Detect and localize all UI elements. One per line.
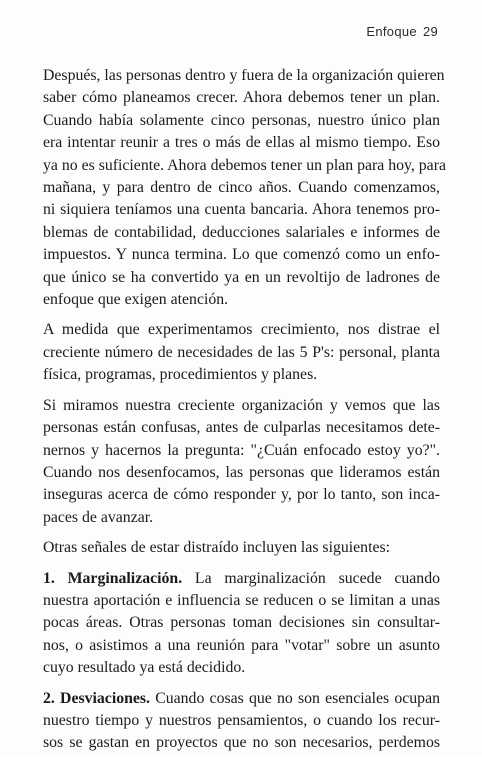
text-line: saber cómo planeamos crecer. Ahora debemos tener un plan.: [43, 89, 440, 107]
text-line: pocas áreas. Otras personas toman decisiones sin consultar-: [43, 614, 440, 632]
paragraph-growth-plan: [43, 65, 446, 311]
paragraph-focus-question: [43, 395, 440, 529]
paragraph-five-ps: [43, 319, 440, 386]
page-number: 29: [422, 24, 438, 39]
text-line: Si miramos nuestra creciente organización y vemos que las: [43, 396, 440, 414]
paragraph-deviations: [43, 688, 440, 755]
paragraph-signals-intro: [43, 537, 440, 559]
text-line: paces de avanzar.: [43, 508, 154, 526]
text-line: inseguras acerca de cómo responder y, por lo tanto, son inca-: [43, 486, 440, 504]
text-line: mañana, y para dentro de cinco años. Cuando comenzamos,: [43, 179, 440, 197]
body-text: [43, 65, 446, 763]
text-line: [43, 688, 440, 710]
text-line: Cuando había solamente cinco personas, nuestro único plan: [43, 111, 440, 129]
text-line: ni siquiera teníamos una cuenta bancaria. Ahora tenemos pro-: [43, 201, 440, 219]
text-line: impuestos. Y nunca termina. Lo que comenzó como un enfo-: [43, 246, 440, 264]
running-title: Enfoque: [366, 24, 417, 39]
text-line: [43, 568, 440, 590]
text-line: nos, o asistimos a una reunión para "votar" sobre un asunto: [43, 636, 440, 654]
paragraph-marginalization: [43, 568, 440, 680]
text-line: blemas de contabilidad, deducciones salariales e informes de: [43, 223, 440, 241]
text-line: nuestra aportación e influencia se reducen o se limitan a unas: [43, 591, 440, 609]
text-line: Después, las personas dentro y fuera de la organización quieren: [43, 67, 445, 84]
text-line: personas están confusas, antes de culparlas necesitamos dete-: [43, 419, 440, 437]
text-line: nuestro tiempo y nuestros pensamientos, o cuando los recur-: [43, 711, 440, 729]
item-heading-deviations: 2. Desviaciones.: [43, 689, 150, 707]
text-line: sos se gastan en proyectos que no son necesarios, perdemos: [43, 734, 440, 752]
item-heading-marginalization: 1. Marginalización.: [43, 569, 183, 587]
text-line: creciente número de necesidades de las 5 P's: personal, planta: [43, 343, 440, 361]
text-line: era intentar reunir a tres o más de ellas al mismo tiempo. Eso: [43, 134, 440, 152]
text-line: que único se ha convertido ya en un revoltijo de ladrones de: [43, 268, 440, 286]
text-line: Otras señales de estar distraído incluyen las siguientes:: [43, 539, 390, 557]
text-fragment: Cuando cosas que no son esenciales ocupan: [150, 689, 440, 707]
running-header: [366, 24, 438, 39]
text-line: A medida que experimentamos crecimiento, nos distrae el: [43, 321, 440, 339]
text-line: enfoque que exigen atención.: [43, 291, 229, 309]
text-line: física, programas, procedimientos y planes.: [43, 366, 318, 384]
text-line: nernos y hacernos la pregunta: "¿Cuán enfocado estoy yo?".: [43, 441, 440, 459]
text-fragment: La marginalización sucede cuando: [182, 569, 440, 587]
text-line: Cuando nos desenfocamos, las personas que lideramos están: [43, 463, 440, 481]
text-line: cuyo resultado ya está decidido.: [43, 659, 246, 677]
text-line: ya no es suficiente. Ahora debemos tener un plan para hoy, para: [43, 156, 446, 174]
